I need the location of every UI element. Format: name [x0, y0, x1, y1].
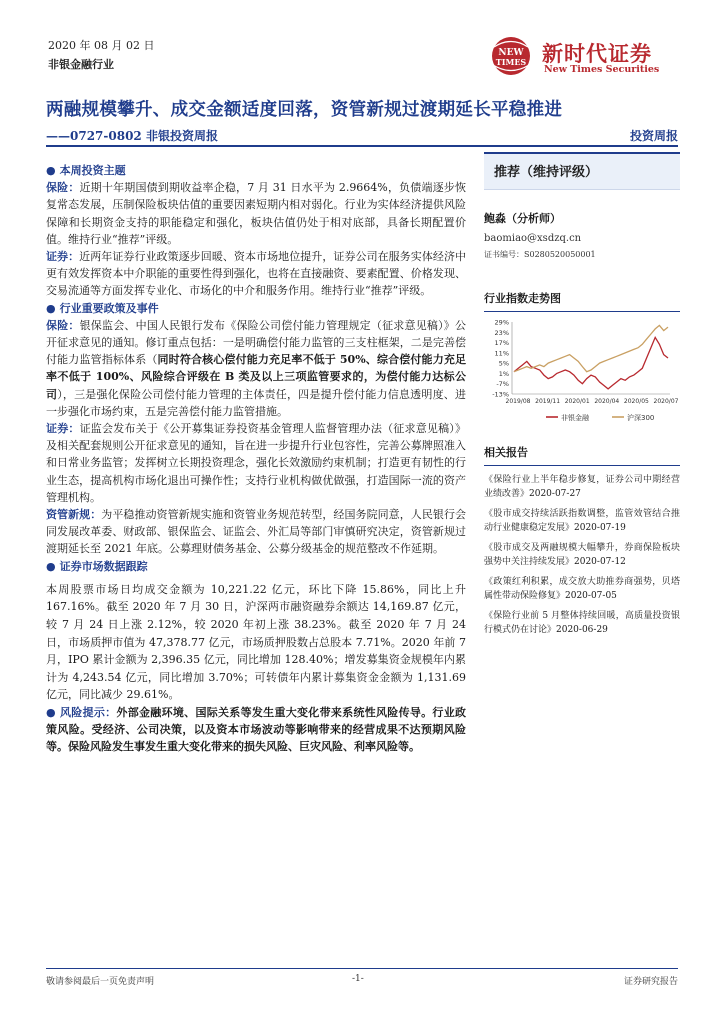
rating-box: 推荐（维持评级）: [484, 152, 680, 190]
paragraph-risk: ● 风险提示：外部金融环境、国际关系等发生重大变化带来系统性风险传导。行业政策风险。受经济、公司决策，以及资本市场波动等影响带来的经营成果不达预期风险等。保险风险发生事发生重大变化带来的损失风险、巨灾风险、利率风险等。: [46, 706, 467, 754]
y-tick-label: 5%: [498, 359, 509, 368]
paragraph-securities-policy: 证券：证监会发布关于《公开募集证券投资基金管理人监督管理办法（征求意见稿）》及相关配套规则公开征求意见的通知，旨在进一步提升行业包容性，完善公募牌照准入和日常业务监管；发挥树立长期投资理念，强化长效激励约束机制；打造更有韧性的行业生态，提高机构市场化退出可操作性；支持行业机构做优做强，打造国际一流的资产管理机构。: [46, 422, 466, 504]
x-tick-label: 2020/01: [564, 398, 590, 405]
main-content: [46, 162, 466, 756]
sector-label: 非银金融行业: [48, 58, 114, 71]
related-reports-title: 相关报告: [484, 444, 680, 466]
paragraph-insurance-theme: 保险：近期十年期国债到期收益率企稳，7 月 31 日水平为 2.9664%，负债端逐步恢复常态发展，压制保险板块估值的重要因素短期内相对弱化。行业为实体经济提供风险保障和长期资金支持的职能稳定和强化，板块估值仍处于相对底部，具备长期配置价值。维持行业“推荐”评级。: [46, 181, 467, 246]
bullet-icon: ●: [46, 559, 56, 573]
y-tick-label: 23%: [494, 328, 509, 337]
related-report-item[interactable]: 《保险行业前 5 月整体持续回暖，高质量投资银行模式仍在讨论》2020-06-29: [484, 611, 680, 635]
report-category: 证券研究报告: [623, 977, 678, 987]
analyst-email[interactable]: baomiao@xsdzq.cn: [484, 233, 582, 244]
related-report-item[interactable]: 《股市成交持续活跃指数调整，监管效管结合推动行业健康稳定发展》2020-07-19: [484, 509, 680, 533]
related-reports-list: [484, 473, 680, 637]
paragraph-asset-mgmt-policy: 资管新规：为平稳推动资管新规实施和资管业务规范转型，经国务院同意，人民银行会同发展改革委、财政部、银保监会、证监会、外汇局等部门审慎研究决定，资管新规过渡期延长至 2021 年底。公募理财债务基金、公募分级基金的规范整改不作延期。: [46, 508, 467, 556]
disclaimer-note[interactable]: 敬请参阅最后一页免责声明: [46, 977, 155, 987]
section-heading: ● 本周投资主题: [46, 164, 126, 177]
x-tick-label: 2020/04: [594, 398, 620, 405]
y-tick-label: -7%: [496, 380, 509, 389]
legend-label: 沪深300: [627, 414, 655, 422]
report-title: 两融规模攀升、成交金额适度回落，资管新规过渡期延长平稳推进: [46, 100, 563, 120]
related-report-item[interactable]: 《保险行业上半年稳步修复，证券公司中期经营业绩改善》2020-07-27: [484, 475, 680, 499]
logo-text-en: New Times Securities: [544, 64, 660, 75]
company-logo: [482, 34, 682, 78]
paragraph-securities-theme: 证券：近两年证券行业政策逐步回暖、资本市场地位提升，证券公司在服务实体经济中更有效发挥资本中介职能的重要性得到强化，也将在直接融资、要素配置、价格发现、交易流通等方面发挥专业化、市场化的中介和服务作用。维持行业“推荐”评级。: [46, 250, 467, 298]
x-tick-label: 2019/08: [505, 398, 531, 405]
certificate-number: 证书编号：S0280520050001: [484, 250, 596, 259]
y-tick-label: -13%: [492, 390, 509, 399]
y-tick-label: 11%: [494, 349, 509, 358]
footer-divider: [46, 968, 678, 969]
related-report-item[interactable]: 《政策红利积累，成交放大助推券商强势，贝塔属性带动保险修复》2020-07-05: [484, 577, 680, 601]
index-trend-svg: [484, 316, 680, 430]
series-line-hs300: [514, 325, 668, 371]
bullet-icon: ●: [46, 706, 56, 720]
x-tick-label: 2019/11: [535, 398, 561, 405]
x-tick-label: 2020/05: [623, 398, 649, 405]
x-tick-label: 2020/07: [653, 398, 679, 405]
legend-label: 非银金融: [561, 414, 589, 422]
report-date: 2020 年 08 月 02 日: [48, 39, 155, 52]
index-trend-chart: [484, 316, 680, 430]
logo-mark-bottom: TIMES: [495, 57, 527, 67]
y-tick-label: 29%: [494, 318, 509, 327]
bullet-icon: ●: [46, 164, 56, 177]
section-heading: ● 证券市场数据跟踪: [46, 559, 148, 573]
section-heading: ● 行业重要政策及事件: [46, 301, 159, 315]
logo-text-cn: 新时代证券: [542, 41, 652, 66]
logo-mark-icon: [482, 34, 540, 78]
document-type: 投资周报: [629, 129, 678, 143]
y-tick-label: 17%: [494, 339, 509, 348]
logo-mark-top: NEW: [498, 48, 524, 58]
paragraph-insurance-policy: 保险：银保监会、中国人民银行发布《保险公司偿付能力管理规定（征求意见稿）》公开征求意见的通知。修订重点包括：一是明确偿付能力监管的三支柱框架，二是完善偿付能力监管指标体系（同时符合核心偿付能力充足率不低于 50%、综合偿付能力充足率不低于 100%、风险综合评级在 B 类及以上三项监管要求的，为偿付能力达标公司），三是强化保险公司偿付能力管理的主体责任，四是提升偿付能力信息透明度、进一步强化市场约束，五是完善偿付能力监管措施。: [46, 318, 467, 418]
report-subtitle: ——0727-0802 非银投资周报: [46, 129, 218, 143]
sidebar: [484, 152, 680, 643]
analyst-name: 鲍淼（分析师）: [484, 212, 561, 225]
related-report-item[interactable]: 《股市成交及两融规模大幅攀升，券商保险板块强势中关注持续发展》2020-07-12: [484, 543, 680, 567]
paragraph-market-data: 本周股票市场日均成交金额为 10,221.22 亿元，环比下降 15.86%，同比上升 167.16%。截至 2020 年 7 月 30 日，沪深两市融资融券余额达 14,169.87 亿元，较 7 月 24 日上涨 2.12%，较 2020 年初上涨 38.23%。截至 2020 年 7 月 24 日，市场质押市值为 47,378.77 亿元，市场质押股数占总股本 7.71%。2020 年前 7 月，IPO 累计金额为 2,396.35 亿元，同比增加 128.40%；增发募集资金规模年内累计为 4,243.54 亿元，同比增加 3.70%；可转债年内累计募集资金金额为 1,131.69 亿元，同比减少 29.61%。: [46, 582, 466, 702]
chart-title: 行业指数走势图: [484, 290, 680, 312]
page-number: -1-: [352, 974, 364, 984]
header-divider: [46, 145, 678, 147]
bullet-icon: ●: [46, 301, 56, 315]
y-tick-label: 1%: [498, 369, 509, 378]
series-line-nonbank: [514, 337, 668, 389]
